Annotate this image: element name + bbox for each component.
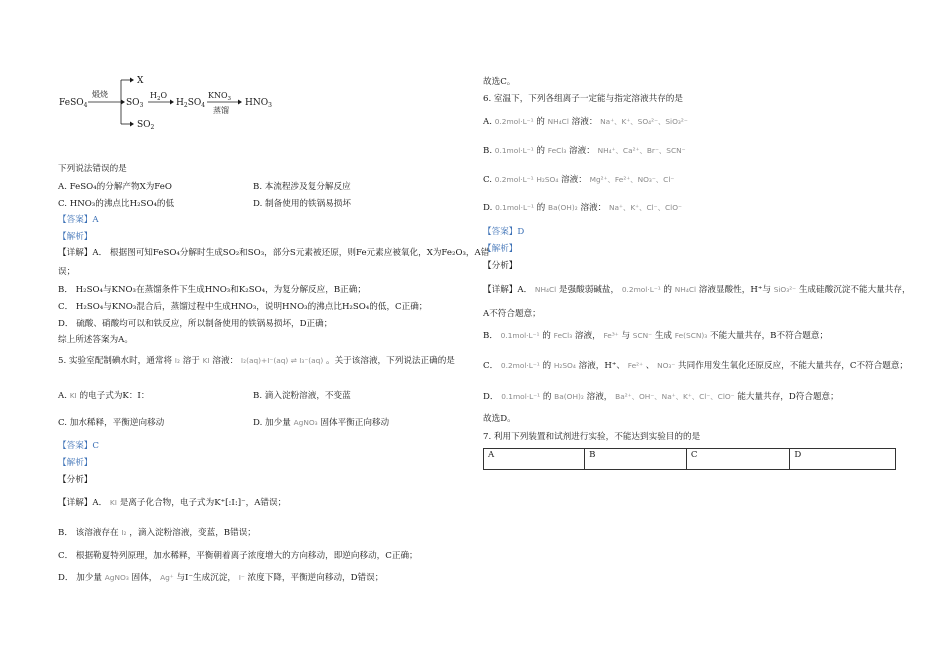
q5-detail-b xyxy=(58,527,256,539)
detail-d: D． 硫酸、硝酸均可以和铁反应，所以制备使用的铁锅易损坏，D正确； xyxy=(58,319,333,329)
option-c: C. HNO₃的沸点比H₂SO₄的低 xyxy=(58,199,175,209)
question-7: 7. 利用下列装置和试剂进行实验，不能达到实验目的的是 xyxy=(483,432,701,442)
table-cell-c: C xyxy=(686,449,789,470)
q6b-de: 的 xyxy=(536,146,545,156)
q6-d2-complex: Fe(SCN)₃ xyxy=(674,331,708,340)
q6b-sol: 溶液： xyxy=(569,146,595,156)
analysis-tag: 【解析】 xyxy=(58,232,93,242)
q6-option-d xyxy=(483,202,682,214)
flow-svg xyxy=(58,68,288,138)
q5-detail-d-i: I⁻ xyxy=(238,573,245,582)
flow-hno3: $HNO_3$ xyxy=(245,98,272,109)
end-c: 故选C。 xyxy=(483,77,516,87)
q5-detail-b-text: ，滴入淀粉溶液，变蓝，B错误； xyxy=(129,528,256,538)
q6b-ions: NH₄⁺、Ca²⁺、Br⁻、SCN⁻ xyxy=(597,146,686,155)
q6d-conc: 0.1mol·L⁻¹ xyxy=(495,203,534,212)
q6-d1-salt2: NH₄Cl xyxy=(674,285,697,294)
q6-detail-a xyxy=(483,284,911,296)
q5-option-b: B. 滴入淀粉溶液，不变蓝 xyxy=(253,391,351,401)
q6b-conc: 0.1mol·L⁻¹ xyxy=(494,146,534,155)
q6a-conc: 0.2mol·L⁻¹ xyxy=(494,117,534,126)
q5d-text: 固体平衡正向移动 xyxy=(320,418,390,428)
detail-a: 【详解】A． 根据图可知FeSO₄分解时生成SO₂和SO₃，部分S元素被还原，则Fe元素应被氧化，X为Fe₂O₃，A错 xyxy=(58,248,490,258)
q6-option-b xyxy=(483,145,686,157)
q6-d4-salt: Ba(OH)₂ xyxy=(554,392,584,401)
q6a-sol: 溶液： xyxy=(571,117,598,127)
q6-d2-gen: 生成 xyxy=(654,331,673,341)
q5-detail-d-text-c: 与I⁻生成沉淀， xyxy=(176,573,236,583)
q5-detail-a-ki: KI xyxy=(109,498,117,507)
q6d-de: 的 xyxy=(536,203,546,213)
q5a-ki: KI xyxy=(69,391,77,400)
q6b-salt: FeCl₃ xyxy=(547,146,567,155)
q6-d1-conc: 0.2mol·L⁻¹ xyxy=(621,285,661,294)
question-intro: 下列说法错误的是 xyxy=(58,164,127,174)
q6b-label: B. xyxy=(483,146,493,156)
option-b: B. 本流程涉及复分解反应 xyxy=(253,182,351,192)
q6d-label: D. xyxy=(483,203,493,213)
q6d-sol: 溶液： xyxy=(580,203,607,213)
table-cell-a: A xyxy=(484,449,585,470)
end-d: 故选D。 xyxy=(483,414,516,424)
answer-tag: 【答案】A xyxy=(58,215,99,225)
q5-detail-d-label: D． 加少量 xyxy=(58,573,102,583)
q6-d2-text-f: 不能大量共存，B不符合题意； xyxy=(710,331,829,341)
flow-kno3: $KNO_3$ xyxy=(208,91,232,102)
q5-detail-d-text-b: 固体， xyxy=(131,573,158,583)
q6-d1-label: 【详解】A． xyxy=(483,285,533,295)
flow-calcine: 煅烧 xyxy=(92,90,108,99)
q5a-label: A. xyxy=(58,391,67,401)
q6-analysis-tag: 【解析】 xyxy=(483,244,518,254)
q6-d1-text-b: 是强酸弱碱盐， xyxy=(558,285,620,295)
q6-detail-a-tail: A不符合题意； xyxy=(483,309,541,319)
q6-d3-conc: 0.2mol·L⁻¹ xyxy=(500,361,540,370)
option-a: A. FeSO₄的分解产物X为FeO xyxy=(58,182,172,192)
q6-d2-de: 的 xyxy=(542,331,551,341)
q6-d2-fe: Fe³⁺ xyxy=(603,331,619,340)
flow-feso4: FeSO$_4$ xyxy=(59,98,88,109)
q5-detail-c: C． 根据勒夏特列原理，加水稀释，平衡朝着离子浓度增大的方向移动，即逆向移动，C正确； xyxy=(58,551,418,561)
q6-d3-fe: Fe²⁺ xyxy=(627,361,643,370)
q6-option-c xyxy=(483,174,674,186)
q5-detail-d-agno3: AgNO₃ xyxy=(104,573,129,582)
q6-d3-label: C． xyxy=(483,361,499,371)
q5-detail-d xyxy=(58,572,383,584)
q6-d3-sep: 、 xyxy=(645,361,655,371)
table-row xyxy=(484,449,896,470)
q6a-de: 的 xyxy=(536,117,545,127)
q5-detail-a xyxy=(58,497,286,509)
question-5 xyxy=(58,355,455,367)
q6d-ions: Na⁺、K⁺、Cl⁻、ClO⁻ xyxy=(608,203,682,212)
q6-detail-c xyxy=(483,360,908,372)
q6c-label: C. xyxy=(483,175,493,185)
q6c-ions: Mg²⁺、Fe²⁺、NO₃⁻、Cl⁻ xyxy=(589,175,675,184)
q6c-salt: H₂SO₄ xyxy=(536,175,559,184)
question-6: 6. 室温下，下列各组离子一定能与指定溶液共存的是 xyxy=(483,94,683,104)
flow-so2: $SO_2$ xyxy=(137,120,155,131)
detail-c: C． H₂SO₄与KNO₃混合后，蒸馏过程中生成HNO₃，说明HNO₃的沸点比H₂SO₄的低，C正确； xyxy=(58,302,428,312)
q5-text-b: 溶于 xyxy=(182,356,200,366)
q6-detail-d xyxy=(483,391,839,403)
q5a-text: 的电子式为K：I： xyxy=(79,391,150,401)
q5d-label: D. 加少量 xyxy=(253,418,291,428)
q6-d3-text-e: 共同作用发生氧化还原反应，不能大量共存，C不符合题意； xyxy=(678,361,909,371)
flow-so3: $SO_3$ xyxy=(126,98,144,109)
detail-a-cont: 误； xyxy=(58,267,76,277)
q6-d4-label: D． xyxy=(483,392,499,402)
q6-d3-no3: NO₃⁻ xyxy=(657,361,676,370)
q6-d2-and: 与 xyxy=(621,331,631,341)
q5-i2: I₂ xyxy=(174,356,180,365)
q5-text-c: 溶液： xyxy=(212,356,239,366)
q6-d4-text-d: 能大量共存，D符合题意； xyxy=(737,392,839,402)
q6c-sol: 溶液： xyxy=(561,175,587,185)
q5-option-a xyxy=(58,390,149,402)
flow-h2so4: $H_2SO_4$ xyxy=(176,98,206,109)
q6c-conc: 0.2mol·L⁻¹ xyxy=(494,175,534,184)
q6-d4-de: 的 xyxy=(542,392,552,402)
detail-b: B． H₂SO₄与KNO₃在蒸馏条件下生成HNO₃和K₂SO₄，为复分解反应，B正确； xyxy=(58,285,366,295)
q5-analysis-tag: 【解析】 xyxy=(58,458,93,468)
q6-d2-label: B． xyxy=(483,331,498,341)
q6-d2-sol: 溶液， xyxy=(574,331,601,341)
q6-d1-salt: NH₄Cl xyxy=(534,285,557,294)
table-cell-b: B xyxy=(585,449,687,470)
q5-equation: I₂(aq)+I⁻(aq) ⇌ I₃⁻(aq) xyxy=(240,356,324,365)
q5-detail-a-label: 【详解】A． xyxy=(58,498,108,508)
q6-d1-text-d: 溶液显酸性，H⁺与 xyxy=(698,285,771,295)
q5-text-d: 。关于该溶液，下列说法正确的是 xyxy=(325,356,455,366)
reaction-flow-diagram xyxy=(58,68,288,138)
flow-x: X xyxy=(137,76,144,86)
q6-d2-salt: FeCl₃ xyxy=(553,331,573,340)
q6-answer-tag: 【答案】D xyxy=(483,227,525,237)
q5-option-d xyxy=(253,417,389,429)
q5-text-a: 5. 实验室配制碘水时，通常将 xyxy=(58,356,173,366)
flow-h2o: $H_2O$ xyxy=(150,91,168,102)
q5-ki: KI xyxy=(202,356,210,365)
q6-d4-sol: 溶液， xyxy=(586,392,613,402)
q5-answer-tag: 【答案】C xyxy=(58,441,99,451)
q6-option-a xyxy=(483,116,688,128)
q6-d1-text-e: 生成硅酸沉淀不能大量共存， xyxy=(798,285,911,295)
q6-d1-ion: SiO₃²⁻ xyxy=(773,285,797,294)
q6-d4-conc: 0.1mol·L⁻¹ xyxy=(501,392,541,401)
q5-detail-d-ag: Ag⁺ xyxy=(160,573,174,582)
q6a-ions: Na⁺、K⁺、SO₄²⁻、SiO₃²⁻ xyxy=(600,117,688,126)
q6a-salt: NH₄Cl xyxy=(547,117,569,126)
q6-d3-sol: 溶液，H⁺、 xyxy=(578,361,625,371)
q6-d2-conc: 0.1mol·L⁻¹ xyxy=(500,331,540,340)
q7-table xyxy=(483,448,896,470)
q5-detail-b-label: B． 该溶液存在 xyxy=(58,528,119,538)
q5d-agno3: AgNO₃ xyxy=(293,418,318,427)
q5-detail-b-i2: I₂ xyxy=(121,528,127,537)
table-cell-d: D xyxy=(790,449,896,470)
q6-d4-ions: Ba²⁺、OH⁻、Na⁺、K⁺、Cl⁻、ClO⁻ xyxy=(615,392,735,401)
q6-d2-scn: SCN⁻ xyxy=(632,331,653,340)
q6-detail-b xyxy=(483,330,828,342)
flow-distill: 蒸馏 xyxy=(213,106,229,115)
q5-detail-a-text: 是离子化合物，电子式为K⁺[:I:]⁻，A错误； xyxy=(119,498,287,508)
q5-option-c: C. 加水稀释，平衡逆向移动 xyxy=(58,418,165,428)
q5-fenxi-tag: 【分析】 xyxy=(58,475,93,485)
q6-d3-de: 的 xyxy=(542,361,552,371)
q6d-salt: Ba(OH)₂ xyxy=(548,203,578,212)
q6a-label: A. xyxy=(483,117,492,127)
q6-d3-salt: H₂SO₄ xyxy=(553,361,576,370)
summary: 综上所述答案为A。 xyxy=(58,335,133,345)
q6-d1-de: 的 xyxy=(663,285,673,295)
q5-detail-d-text-d: 浓度下降，平衡逆向移动，D错误； xyxy=(247,573,384,583)
option-d: D. 制备使用的铁锅易损坏 xyxy=(253,199,351,209)
q6-fenxi-tag: 【分析】 xyxy=(483,261,518,271)
